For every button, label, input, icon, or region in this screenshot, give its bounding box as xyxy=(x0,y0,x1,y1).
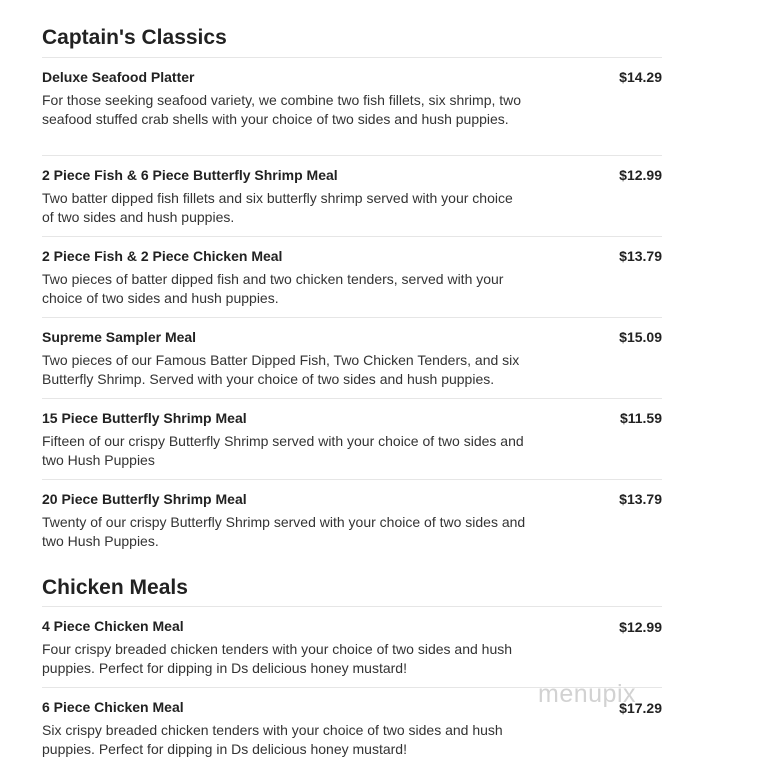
item-description: Two pieces of batter dipped fish and two chicken tenders, served with your choice of two sides and hush puppies. xyxy=(42,271,504,306)
menu-item xyxy=(42,236,662,317)
item-description: Fifteen of our crispy Butterfly Shrimp served with your choice of two sides and two Hush Puppies xyxy=(42,433,524,468)
item-price: $13.79 xyxy=(619,491,662,507)
item-price: $13.79 xyxy=(619,248,662,264)
item-description: Two pieces of our Famous Batter Dipped Fish, Two Chicken Tenders, and six Butterfly Shrimp. Served with your choice of two sides and hush puppies. xyxy=(42,352,520,387)
item-price: $11.59 xyxy=(619,410,662,426)
menu-item xyxy=(42,57,662,155)
item-name: Supreme Sampler Meal xyxy=(42,329,197,345)
item-name: 15 Piece Butterfly Shrimp Meal xyxy=(42,410,247,426)
item-price: $12.99 xyxy=(619,619,662,635)
item-price: $12.99 xyxy=(619,167,662,183)
item-price: $14.29 xyxy=(619,69,662,85)
item-name: 2 Piece Fish & 6 Piece Butterfly Shrimp Meal xyxy=(42,167,338,183)
item-name: 2 Piece Fish & 2 Piece Chicken Meal xyxy=(42,248,283,264)
menu-item xyxy=(42,479,662,551)
menu-page xyxy=(42,0,662,763)
menu-item xyxy=(42,398,662,479)
item-name: Deluxe Seafood Platter xyxy=(42,69,195,85)
item-description: Twenty of our crispy Butterfly Shrimp served with your choice of two sides and two Hush Puppies. xyxy=(42,514,526,549)
item-name: 4 Piece Chicken Meal xyxy=(42,618,184,634)
section-title: Captain's Classics xyxy=(42,26,227,49)
section-title: Chicken Meals xyxy=(42,576,188,599)
item-price: $15.09 xyxy=(619,329,662,345)
item-description: Two batter dipped fish fillets and six butterfly shrimp served with your choice of two sides and hush puppies. xyxy=(42,190,513,225)
menu-item xyxy=(42,155,662,236)
item-name: 20 Piece Butterfly Shrimp Meal xyxy=(42,491,247,507)
item-price: $17.29 xyxy=(619,700,662,716)
menu-item xyxy=(42,317,662,398)
item-name: 6 Piece Chicken Meal xyxy=(42,699,184,715)
menu-section-captains-classics xyxy=(42,0,662,551)
item-description: Four crispy breaded chicken tenders with your choice of two sides and hush puppies. Perfect for dipping in Ds delicious honey mustard! xyxy=(42,641,513,676)
item-description: Six crispy breaded chicken tenders with your choice of two sides and hush puppies. Perfect for dipping in Ds delicious honey mustard! xyxy=(42,722,503,757)
menu-section-chicken-meals xyxy=(42,551,662,763)
menu-item xyxy=(42,606,662,687)
menupix-watermark: menupix xyxy=(538,680,636,708)
item-description: For those seeking seafood variety, we combine two fish fillets, six shrimp, two seafood stuffed crab shells with your choice of two sides and hush puppies. xyxy=(42,92,522,127)
